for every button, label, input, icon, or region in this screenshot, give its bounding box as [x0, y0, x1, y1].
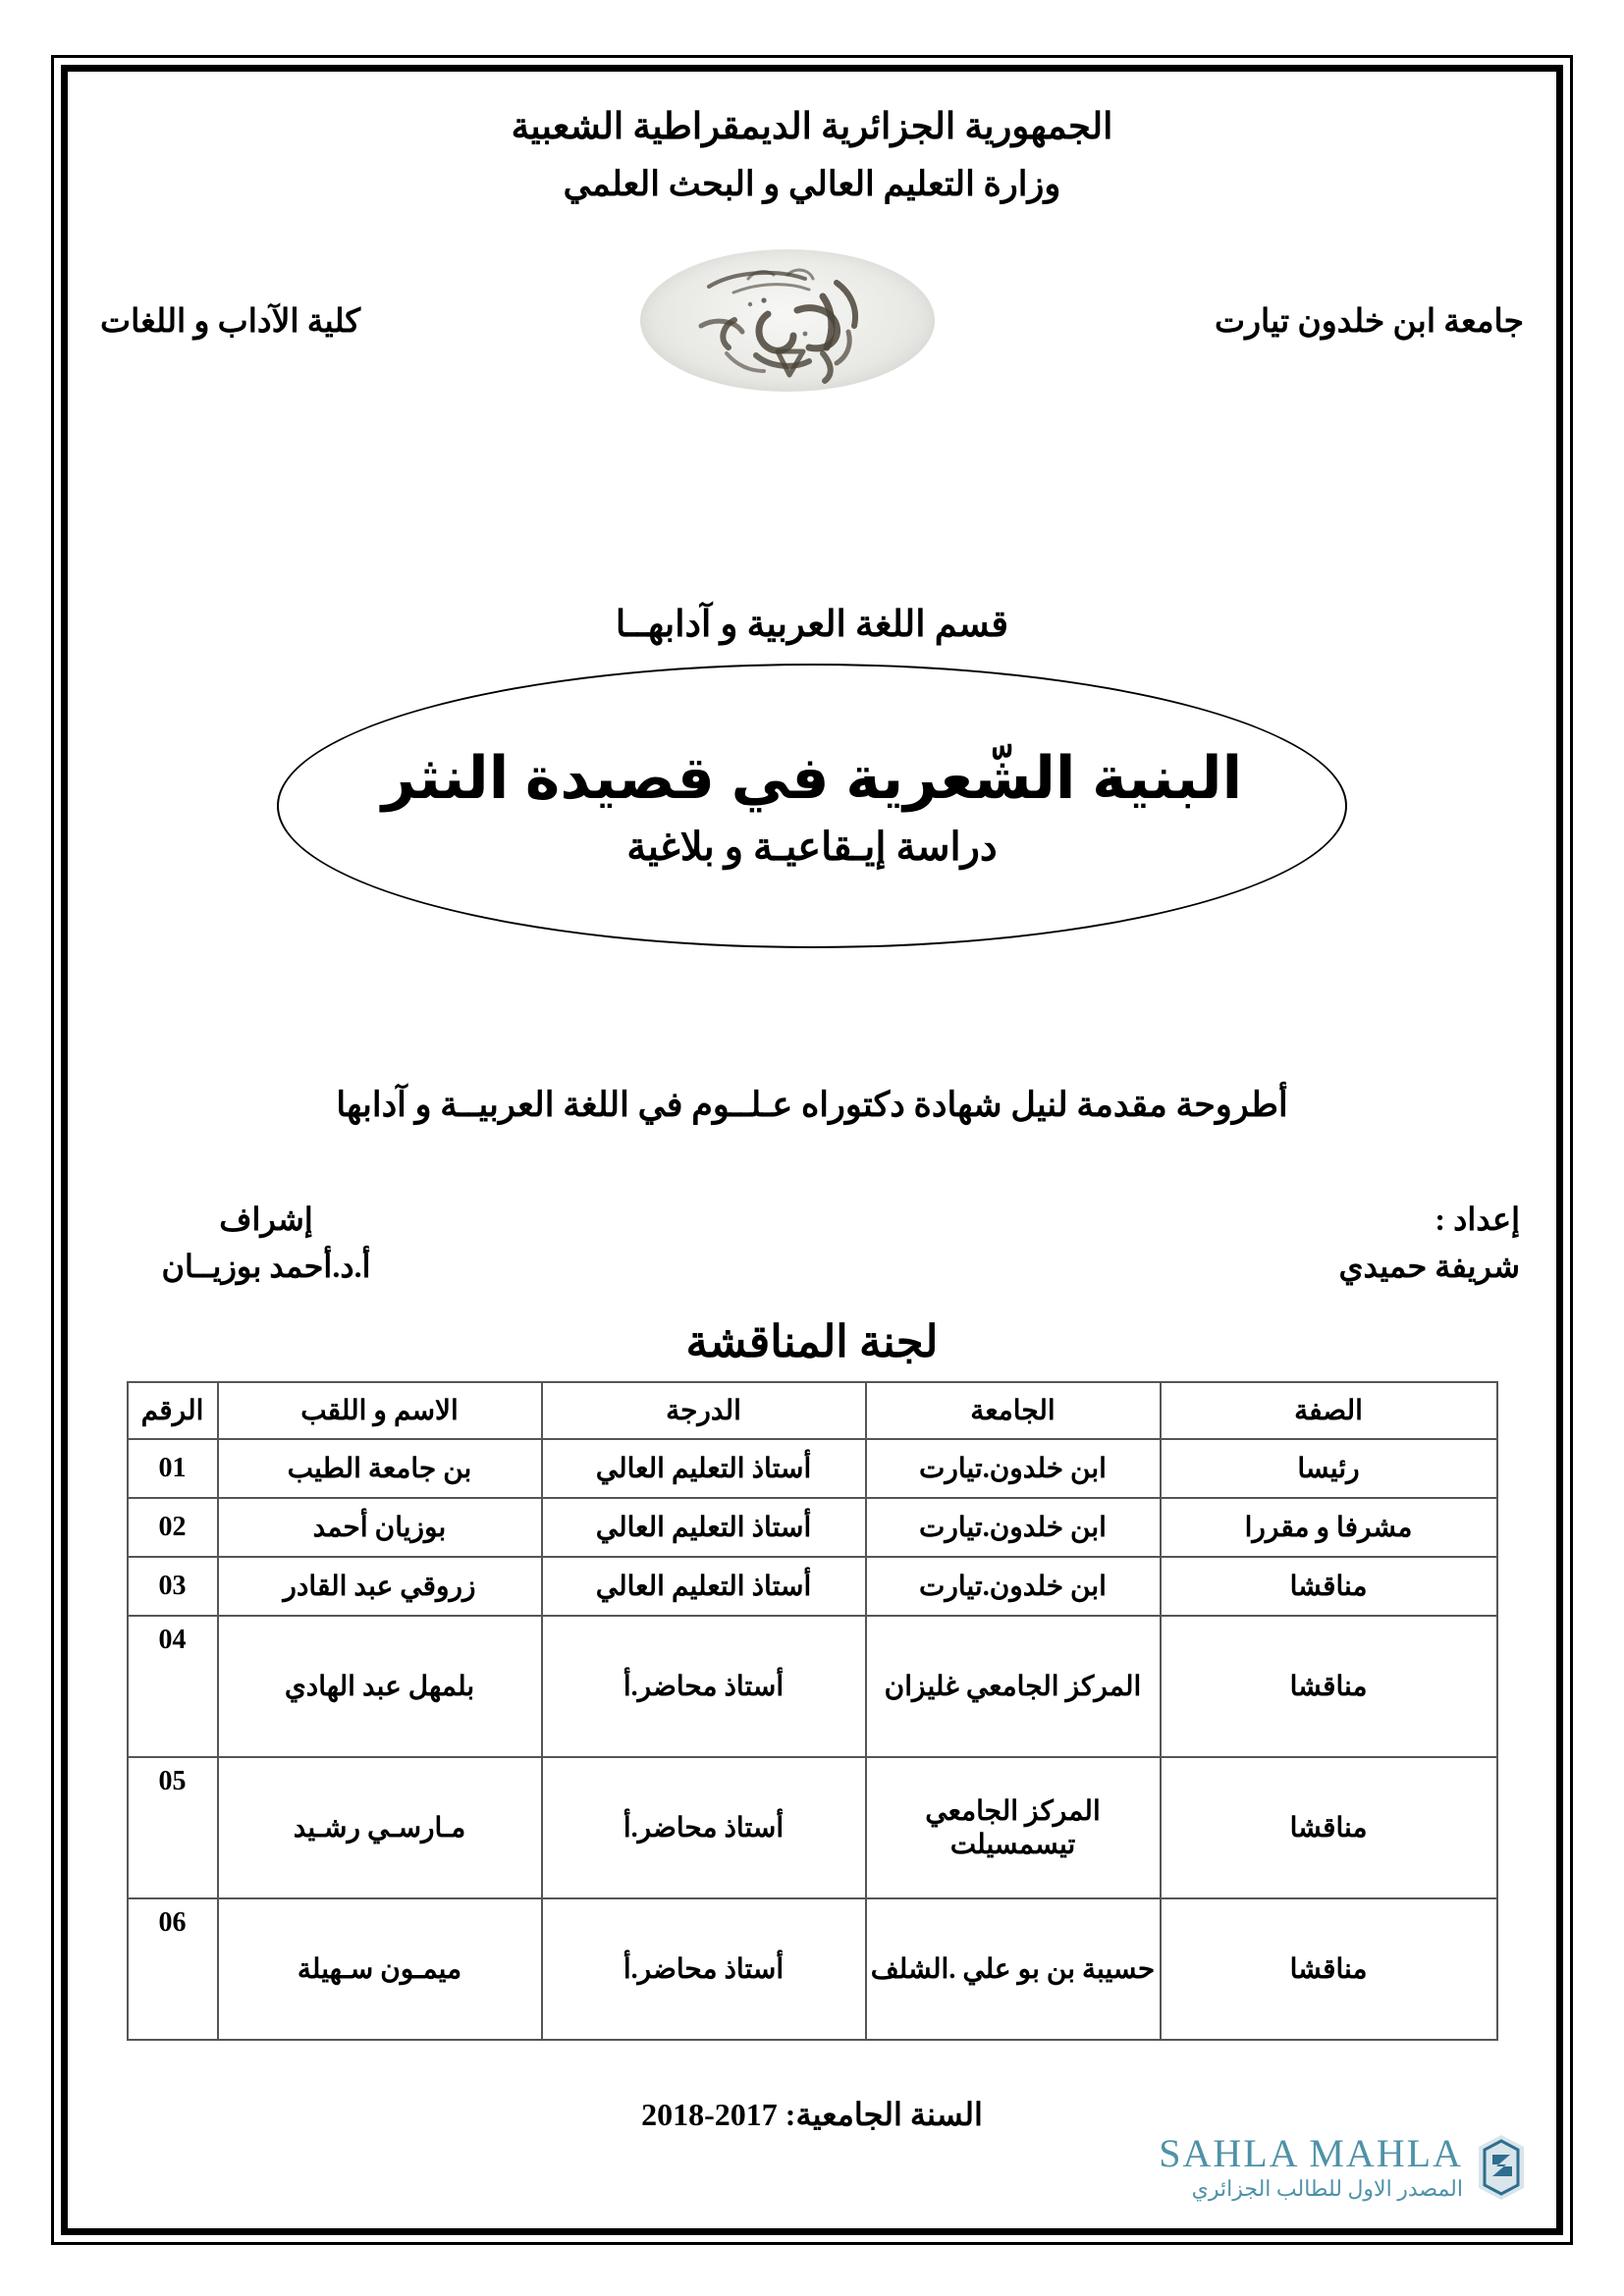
cell-university: المركز الجامعي غليزان — [866, 1616, 1161, 1757]
faculty-name: كلية الآداب و اللغات — [100, 303, 361, 340]
thesis-title: البنية الشّعرية في قصيدة النثر — [381, 744, 1243, 811]
republic-heading: الجمهورية الجزائرية الديمقراطية الشعبية — [511, 107, 1113, 147]
page-content — [79, 82, 1545, 2217]
cell-university: حسيبة بن بو علي .الشلف — [866, 1898, 1161, 2040]
cell-university: المركز الجامعي تيسمسيلت — [866, 1757, 1161, 1898]
supervisor-block — [104, 1196, 428, 1290]
column-header-degree: الدرجة — [542, 1382, 866, 1439]
cell-name: مـارسـي رشـيد — [218, 1757, 542, 1898]
cell-num: 03 — [128, 1557, 218, 1616]
jury-table-row — [128, 1498, 1497, 1557]
logo-container — [630, 249, 945, 392]
jury-table-row — [128, 1439, 1497, 1498]
cell-name: بن جامعة الطيب — [218, 1439, 542, 1498]
thesis-subtitle: دراسة إيـقاعيـة و بلاغية — [626, 824, 998, 869]
cell-degree: أستاذ محاضر.أ — [542, 1757, 866, 1898]
cell-role: مناقشا — [1161, 1898, 1497, 2040]
university-name: جامعة ابن خلدون تيارت — [1215, 303, 1524, 340]
jury-table — [127, 1381, 1498, 2041]
watermark-title: SAHLA MAHLA — [1159, 2131, 1463, 2175]
cell-university: ابن خلدون.تيارت — [866, 1439, 1161, 1498]
author-supervisor-row — [79, 1196, 1545, 1290]
author-block — [1196, 1196, 1520, 1290]
column-header-name: الاسم و اللقب — [218, 1382, 542, 1439]
jury-table-row — [128, 1898, 1497, 2040]
supervisor-name: أ.د.أحمد بوزيــان — [161, 1249, 371, 1284]
column-header-university: الجامعة — [866, 1382, 1161, 1439]
cell-num: 05 — [128, 1757, 218, 1898]
jury-table-header-row — [128, 1382, 1497, 1439]
jury-table-row — [128, 1616, 1497, 1757]
cell-degree: أستاذ محاضر.أ — [542, 1898, 866, 2040]
cell-name: بلمهل عبد الهادي — [218, 1616, 542, 1757]
university-seal-icon — [640, 249, 935, 392]
title-frame — [277, 664, 1347, 948]
cell-degree: أستاذ التعليم العالي — [542, 1439, 866, 1498]
cell-university: ابن خلدون.تيارت — [866, 1557, 1161, 1616]
sahla-mahla-mark-icon — [1473, 2133, 1530, 2202]
jury-heading: لجنة المناقشة — [685, 1317, 939, 1366]
cell-role: مناقشا — [1161, 1557, 1497, 1616]
cell-name: بوزيان أحمد — [218, 1498, 542, 1557]
cell-degree: أستاذ محاضر.أ — [542, 1616, 866, 1757]
sahla-mahla-watermark — [1159, 2133, 1530, 2202]
column-header-role: الصفة — [1161, 1382, 1497, 1439]
author-label: إعداد : — [1435, 1201, 1520, 1237]
cell-university: ابن خلدون.تيارت — [866, 1498, 1161, 1557]
cell-role: مناقشا — [1161, 1616, 1497, 1757]
cell-degree: أستاذ التعليم العالي — [542, 1498, 866, 1557]
author-name: شريفة حميدي — [1338, 1249, 1520, 1284]
degree-statement: أطروحة مقدمة لنيل شهادة دكتوراه عـلــوم في اللغة العربيــة و آدابها — [336, 1086, 1288, 1124]
jury-table-row — [128, 1557, 1497, 1616]
cell-role: رئيسا — [1161, 1439, 1497, 1498]
watermark-subtitle: المصدر الاول للطالب الجزائري — [1191, 2176, 1463, 2201]
ministry-heading: وزارة التعليم العالي و البحث العلمي — [563, 164, 1061, 203]
cell-role: مناقشا — [1161, 1757, 1497, 1898]
cell-name: زروقي عبد القادر — [218, 1557, 542, 1616]
cell-degree: أستاذ التعليم العالي — [542, 1557, 866, 1616]
academic-year: السنة الجامعية: 2017-2018 — [641, 2097, 983, 2132]
cell-num: 04 — [128, 1616, 218, 1757]
cell-name: ميمـون سـهيلة — [218, 1898, 542, 2040]
cell-num: 01 — [128, 1439, 218, 1498]
cell-num: 02 — [128, 1498, 218, 1557]
jury-table-row — [128, 1757, 1497, 1898]
cell-num: 06 — [128, 1898, 218, 2040]
watermark-text — [1159, 2133, 1463, 2202]
department-name: قسم اللغة العربية و آدابهــا — [615, 605, 1009, 645]
supervisor-label: إشراف — [219, 1201, 313, 1237]
column-header-num: الرقم — [128, 1382, 218, 1439]
university-row — [79, 249, 1545, 392]
cell-role: مشرفا و مقررا — [1161, 1498, 1497, 1557]
